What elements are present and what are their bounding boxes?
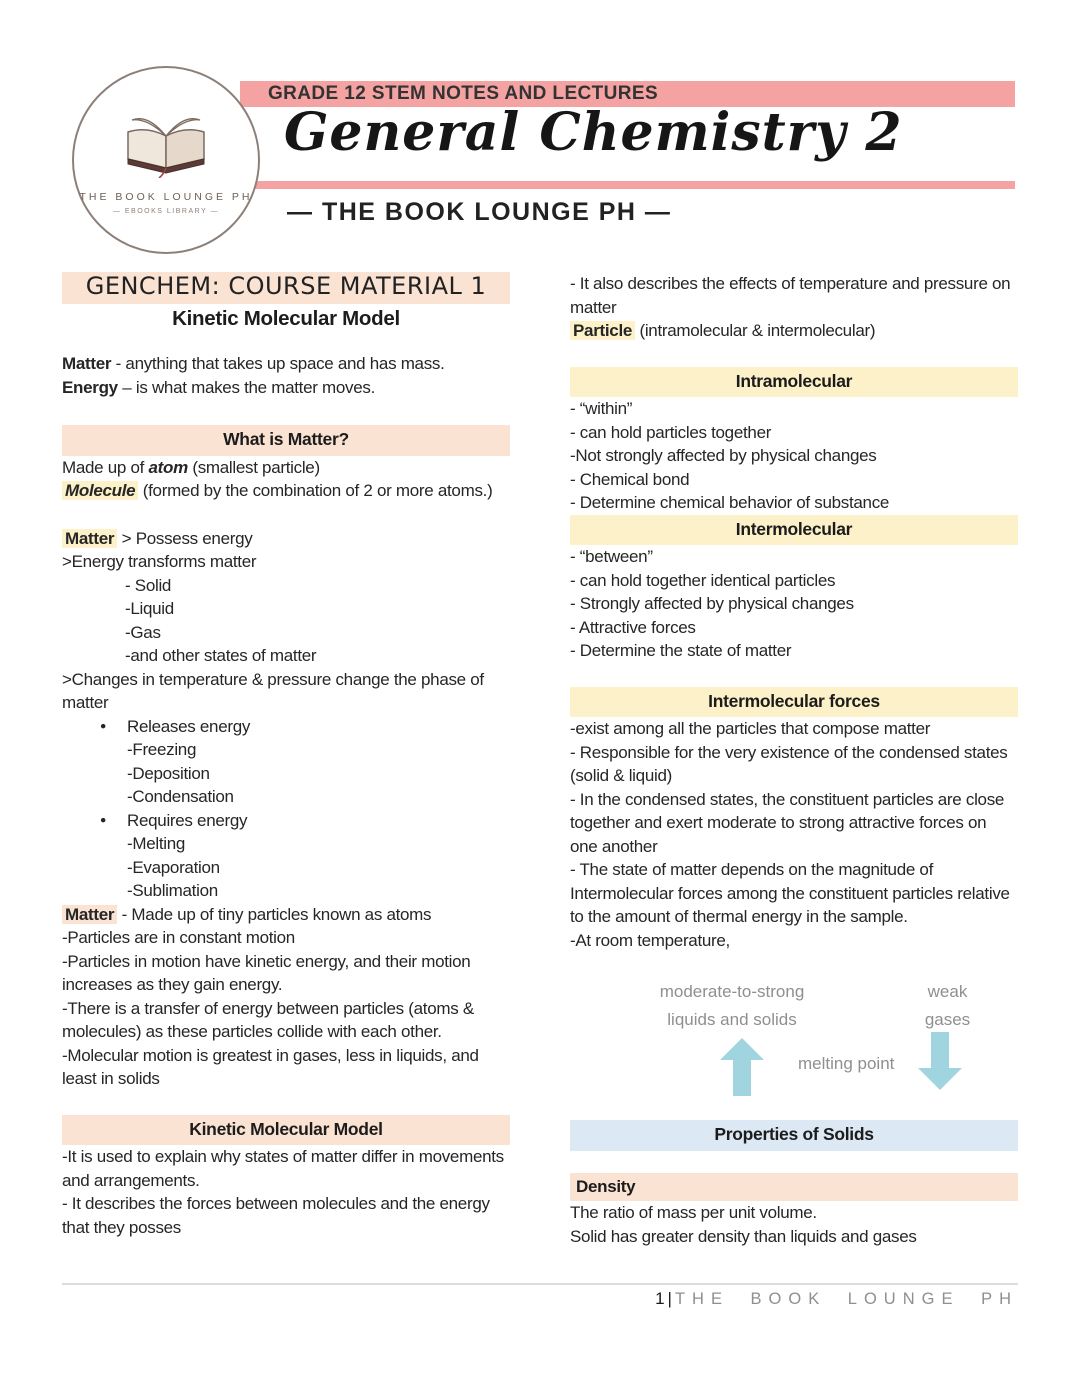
body-text: > Possess energy [117, 528, 253, 548]
definition-matter [62, 352, 510, 376]
definition-text: – is what makes the matter moves. [117, 377, 376, 397]
page-number: 1 [655, 1289, 667, 1308]
section-heading-what-is-matter: What is Matter? [62, 425, 510, 456]
section-heading-properties-of-solids: Properties of Solids [570, 1120, 1018, 1151]
up-arrow-icon [720, 1038, 764, 1103]
section-heading-intermolecular: Intermolecular [570, 515, 1018, 546]
state-item: -and other states of matter [125, 646, 317, 665]
body-line: >Changes in temperature & pressure change the phase of matter [62, 669, 484, 712]
term-matter-highlight: Matter [62, 905, 117, 924]
bullet-sub-item: -Freezing [127, 740, 197, 759]
term-matter: Matter [62, 354, 112, 373]
page-title: General Chemistry 2 [284, 102, 903, 163]
right-column [570, 272, 1018, 1248]
body-line: - Chemical bond [570, 469, 690, 489]
footer-separator: | [667, 1289, 672, 1308]
section-heading-kinetic-molecular-model: Kinetic Molecular Model [62, 1115, 510, 1146]
body-line: - Strongly affected by physical changes [570, 594, 854, 613]
body-line: - Determine chemical behavior of substance [570, 493, 890, 512]
bullet-sub-item: -Evaporation [127, 857, 220, 877]
banner-text: GRADE 12 STEM NOTES AND LECTURES [268, 83, 659, 104]
section-heading-intermolecular-forces: Intermolecular forces [570, 687, 1018, 718]
logo-brand-text: THE BOOK LOUNGE PH [79, 190, 253, 203]
body-line [62, 456, 510, 480]
bullet-sub-item: -Sublimation [127, 881, 218, 900]
open-book-icon [114, 106, 218, 183]
body-line: -It is used to explain why states of matter differ in movements and arrangements. [62, 1147, 504, 1190]
bullet-sub-item: -Melting [127, 834, 186, 853]
brand-tagline: — THE BOOK LOUNGE PH — [287, 198, 672, 226]
bullet-requires-energy: ● Requires energy [62, 809, 510, 833]
body-line: - can hold particles together [570, 422, 772, 442]
footer-brand: THE BOOK LOUNGE PH [674, 1290, 1018, 1308]
term-energy: Energy [62, 377, 118, 397]
body-text: (smallest particle) [187, 457, 320, 477]
body-line: - Determine the state of matter [570, 641, 792, 660]
left-column [62, 272, 510, 1248]
down-arrow-icon [918, 1032, 962, 1097]
body-line: Solid has greater density than liquids and gases [570, 1226, 917, 1246]
logo-sub-text: — EBOOKS LIBRARY — [112, 207, 220, 215]
body-line [62, 527, 510, 551]
body-line: - The state of matter depends on the magnitude of Intermolecular forces among the constituent particles relative to the amount of thermal energy in the sample. [570, 860, 1010, 926]
section-heading-intramolecular: Intramolecular [570, 367, 1018, 398]
diagram-label: gases [924, 1010, 971, 1029]
imf-strength-diagram [570, 978, 1018, 1106]
bullet-sub-item: -Deposition [127, 763, 210, 783]
diagram-label: weak [927, 982, 968, 1001]
body-line: - In the condensed states, the constituent particles are close together and exert moderate to strong attractive forces on one another [570, 789, 1005, 856]
body-line [570, 319, 1018, 343]
body-line: >Energy transforms matter [62, 552, 257, 571]
body-line: -Particles are in constant motion [62, 928, 295, 947]
state-item: -Liquid [125, 599, 174, 618]
body-line: - can hold together identical particles [570, 570, 836, 590]
body-line [62, 903, 510, 927]
body-line: - Attractive forces [570, 617, 696, 637]
diagram-right-labels [890, 978, 1005, 1034]
diagram-center-label: melting point [798, 1054, 895, 1073]
body-line: - It describes the forces between molecules and the energy that they posses [62, 1194, 490, 1237]
body-text: (intramolecular & intermolecular) [635, 321, 876, 340]
course-subtitle: Kinetic Molecular Model [172, 306, 400, 330]
body-line: -At room temperature, [570, 930, 730, 950]
body-line [62, 479, 510, 503]
body-line: -Molecular motion is greatest in gases, less in liquids, and least in solids [62, 1045, 479, 1088]
term-matter-highlight: Matter [62, 529, 117, 548]
body-line: -exist among all the particles that compose matter [570, 719, 931, 738]
density-heading: Density [570, 1173, 1018, 1202]
body-text: - Made up of tiny particles known as atoms [117, 904, 432, 924]
bullet-sub-item: -Condensation [127, 787, 234, 806]
body-line: -There is a transfer of energy between particles (atoms & molecules) as these particles collide with each other. [62, 998, 474, 1041]
term-particle-highlight: Particle [570, 321, 635, 340]
term-atom: atom [148, 457, 188, 477]
body-line: -Not strongly affected by physical changes [570, 446, 877, 465]
footer-divider-line [62, 1283, 1018, 1285]
body-text: (formed by the combination of 2 or more atoms.) [138, 481, 493, 500]
state-item: -Gas [125, 622, 161, 642]
body-line: -Particles in motion have kinetic energy, and their motion increases as they gain energy. [62, 951, 471, 994]
diagram-left-labels [622, 978, 842, 1034]
diagram-label: moderate-to-strong [659, 982, 805, 1001]
body-line: - It also describes the effects of temperature and pressure on matter [570, 274, 1011, 317]
bullet-releases-energy: ● Releases energy [62, 715, 510, 739]
content-columns [62, 272, 1018, 1248]
body-line: - Responsible for the very existence of the condensed states (solid & liquid) [570, 742, 1008, 785]
course-material-heading: GENCHEM: COURSE MATERIAL 1 [62, 272, 510, 304]
body-line: - “between” [570, 547, 653, 566]
definition-energy [62, 376, 510, 400]
state-item: - Solid [125, 575, 172, 595]
definition-text: - anything that takes up space and has mass. [111, 354, 445, 373]
term-molecule-highlight: Molecule [62, 481, 138, 500]
body-line: - “within” [570, 399, 633, 418]
diagram-label: liquids and solids [667, 1010, 797, 1029]
title-underline [240, 181, 1015, 189]
body-line: The ratio of mass per unit volume. [570, 1203, 817, 1222]
logo [72, 66, 260, 254]
footer [655, 1289, 1018, 1309]
body-text: Made up of [62, 457, 149, 477]
